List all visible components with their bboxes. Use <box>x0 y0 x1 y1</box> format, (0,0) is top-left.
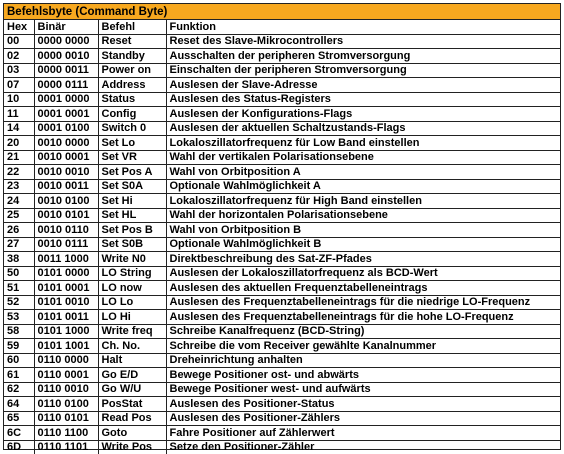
function-cell: Wahl der vertikalen Polarisationsebene <box>166 150 560 165</box>
hex-cell: 26 <box>4 223 34 238</box>
binary-cell: 0010 0011 <box>34 179 98 194</box>
function-cell: Fahre Positioner auf Zählerwert <box>166 426 560 441</box>
binary-cell: 0000 0000 <box>34 34 98 49</box>
binary-cell: 0010 0100 <box>34 194 98 209</box>
binary-cell: 0010 0000 <box>34 136 98 151</box>
binary-cell: 0010 0001 <box>34 150 98 165</box>
table-row <box>4 49 560 64</box>
command-cell: Set VR <box>98 150 166 165</box>
command-cell: Write Pos <box>98 440 166 454</box>
table-row <box>4 426 560 441</box>
table-row <box>4 92 560 107</box>
hex-cell: 00 <box>4 34 34 49</box>
table-row <box>4 194 560 209</box>
table-row <box>4 397 560 412</box>
hex-cell: 11 <box>4 107 34 122</box>
table-row <box>4 339 560 354</box>
function-cell: Ausschalten der peripheren Stromversorgung <box>166 49 560 64</box>
command-cell: Go E/D <box>98 368 166 383</box>
binary-cell: 0101 0000 <box>34 266 98 281</box>
command-cell: Status <box>98 92 166 107</box>
function-cell: Optionale Wahlmöglichkeit B <box>166 237 560 252</box>
hex-cell: 51 <box>4 281 34 296</box>
binary-cell: 0000 0010 <box>34 49 98 64</box>
binary-cell: 0101 0011 <box>34 310 98 325</box>
function-cell: Dreheinrichtung anhalten <box>166 353 560 368</box>
binary-cell: 0010 0010 <box>34 165 98 180</box>
table-row <box>4 295 560 310</box>
hex-cell: 20 <box>4 136 34 151</box>
command-cell: Switch 0 <box>98 121 166 136</box>
binary-cell: 0110 1101 <box>34 440 98 454</box>
function-cell: Auslesen des Frequenztabelleneintrags für die niedrige LO-Frequenz <box>166 295 560 310</box>
hex-cell: 24 <box>4 194 34 209</box>
table-row <box>4 440 560 454</box>
function-cell: Auslesen des Status-Registers <box>166 92 560 107</box>
function-cell: Auslesen des aktuellen Frequenztabelleneintrags <box>166 281 560 296</box>
hex-cell: 61 <box>4 368 34 383</box>
command-cell: Halt <box>98 353 166 368</box>
command-cell: LO now <box>98 281 166 296</box>
command-cell: Power on <box>98 63 166 78</box>
binary-cell: 0110 1100 <box>34 426 98 441</box>
hex-cell: 07 <box>4 78 34 93</box>
binary-cell: 0001 0001 <box>34 107 98 122</box>
command-cell: Set Hi <box>98 194 166 209</box>
hex-cell: 22 <box>4 165 34 180</box>
hex-cell: 62 <box>4 382 34 397</box>
hex-cell: 53 <box>4 310 34 325</box>
table-row <box>4 121 560 136</box>
function-cell: Setze den Positioner-Zähler <box>166 440 560 454</box>
hex-cell: 10 <box>4 92 34 107</box>
command-cell: Write freq <box>98 324 166 339</box>
table-row <box>4 237 560 252</box>
binary-cell: 0101 0010 <box>34 295 98 310</box>
command-cell: Standby <box>98 49 166 64</box>
function-cell: Optionale Wahlmöglichkeit A <box>166 179 560 194</box>
command-cell: Reset <box>98 34 166 49</box>
command-cell: Go W/U <box>98 382 166 397</box>
function-cell: Reset des Slave-Mikrocontrollers <box>166 34 560 49</box>
binary-cell: 0110 0010 <box>34 382 98 397</box>
binary-cell: 0011 1000 <box>34 252 98 267</box>
function-cell: Auslesen des Positioner-Status <box>166 397 560 412</box>
hex-cell: 6D <box>4 440 34 454</box>
header-hex: Hex <box>4 20 34 34</box>
hex-cell: 58 <box>4 324 34 339</box>
hex-cell: 6C <box>4 426 34 441</box>
hex-cell: 64 <box>4 397 34 412</box>
hex-cell: 23 <box>4 179 34 194</box>
binary-cell: 0101 0001 <box>34 281 98 296</box>
binary-cell: 0110 0100 <box>34 397 98 412</box>
function-cell: Lokaloszillatorfrequenz für Low Band einstellen <box>166 136 560 151</box>
binary-cell: 0101 1000 <box>34 324 98 339</box>
hex-cell: 25 <box>4 208 34 223</box>
function-cell: Bewege Positioner west- und aufwärts <box>166 382 560 397</box>
function-cell: Auslesen der Lokaloszillatorfrequenz als BCD-Wert <box>166 266 560 281</box>
binary-cell: 0101 1001 <box>34 339 98 354</box>
table-row <box>4 136 560 151</box>
hex-cell: 02 <box>4 49 34 64</box>
function-cell: Einschalten der peripheren Stromversorgung <box>166 63 560 78</box>
command-cell: LO Lo <box>98 295 166 310</box>
hex-cell: 38 <box>4 252 34 267</box>
hex-cell: 60 <box>4 353 34 368</box>
function-cell: Direktbeschreibung des Sat-ZF-Pfades <box>166 252 560 267</box>
command-table <box>4 20 560 454</box>
function-cell: Bewege Positioner ost- und abwärts <box>166 368 560 383</box>
table-row <box>4 368 560 383</box>
command-cell: Ch. No. <box>98 339 166 354</box>
command-cell: PosStat <box>98 397 166 412</box>
hex-cell: 52 <box>4 295 34 310</box>
hex-cell: 50 <box>4 266 34 281</box>
table-row <box>4 150 560 165</box>
table-row <box>4 266 560 281</box>
command-byte-table <box>3 3 561 454</box>
binary-cell: 0001 0000 <box>34 92 98 107</box>
hex-cell: 03 <box>4 63 34 78</box>
hex-cell: 27 <box>4 237 34 252</box>
table-row <box>4 324 560 339</box>
function-cell: Auslesen des Frequenztabelleneintrags für die hohe LO-Frequenz <box>166 310 560 325</box>
table-row <box>4 107 560 122</box>
command-cell: Set Pos A <box>98 165 166 180</box>
binary-cell: 0000 0011 <box>34 63 98 78</box>
function-cell: Wahl der horizontalen Polarisationsebene <box>166 208 560 223</box>
command-cell: Goto <box>98 426 166 441</box>
command-cell: Set Lo <box>98 136 166 151</box>
binary-cell: 0010 0110 <box>34 223 98 238</box>
command-cell: LO Hi <box>98 310 166 325</box>
command-cell: Read Pos <box>98 411 166 426</box>
command-cell: LO String <box>98 266 166 281</box>
table-title: Befehlsbyte (Command Byte) <box>4 4 560 20</box>
table-row <box>4 223 560 238</box>
binary-cell: 0010 0111 <box>34 237 98 252</box>
function-cell: Auslesen der aktuellen Schaltzustands-Flags <box>166 121 560 136</box>
hex-cell: 65 <box>4 411 34 426</box>
table-row <box>4 165 560 180</box>
command-cell: Write N0 <box>98 252 166 267</box>
table-row <box>4 382 560 397</box>
function-cell: Wahl von Orbitposition B <box>166 223 560 238</box>
table-row <box>4 179 560 194</box>
binary-cell: 0110 0101 <box>34 411 98 426</box>
hex-cell: 59 <box>4 339 34 354</box>
function-cell: Auslesen des Positioner-Zählers <box>166 411 560 426</box>
function-cell: Auslesen der Slave-Adresse <box>166 78 560 93</box>
header-row <box>4 20 560 34</box>
header-command: Befehl <box>98 20 166 34</box>
command-cell: Set S0B <box>98 237 166 252</box>
hex-cell: 21 <box>4 150 34 165</box>
table-row <box>4 208 560 223</box>
table-row <box>4 353 560 368</box>
binary-cell: 0110 0001 <box>34 368 98 383</box>
binary-cell: 0000 0111 <box>34 78 98 93</box>
function-cell: Auslesen der Konfigurations-Flags <box>166 107 560 122</box>
table-row <box>4 78 560 93</box>
table-row <box>4 252 560 267</box>
table-row <box>4 34 560 49</box>
command-cell: Set HL <box>98 208 166 223</box>
table-row <box>4 281 560 296</box>
command-cell: Set S0A <box>98 179 166 194</box>
table-row <box>4 63 560 78</box>
binary-cell: 0001 0100 <box>34 121 98 136</box>
header-function: Funktion <box>166 20 560 34</box>
command-cell: Address <box>98 78 166 93</box>
table-row <box>4 310 560 325</box>
header-binary: Binär <box>34 20 98 34</box>
function-cell: Lokaloszillatorfrequenz für High Band einstellen <box>166 194 560 209</box>
table-row <box>4 411 560 426</box>
binary-cell: 0010 0101 <box>34 208 98 223</box>
function-cell: Wahl von Orbitposition A <box>166 165 560 180</box>
hex-cell: 14 <box>4 121 34 136</box>
command-cell: Config <box>98 107 166 122</box>
binary-cell: 0110 0000 <box>34 353 98 368</box>
function-cell: Schreibe Kanalfrequenz (BCD-String) <box>166 324 560 339</box>
function-cell: Schreibe die vom Receiver gewählte Kanalnummer <box>166 339 560 354</box>
command-cell: Set Pos B <box>98 223 166 238</box>
